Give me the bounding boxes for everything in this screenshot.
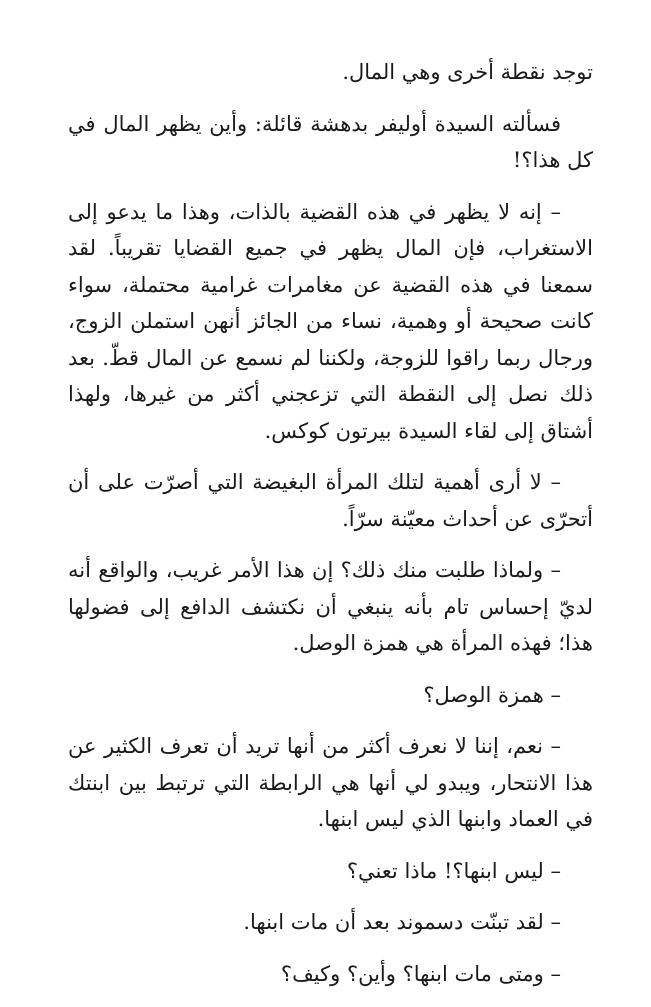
paragraph: – نعم، إننا لا نعرف أكثر من أنها تريد أن تعرف الكثير عن هذا الانتحار، ويبدو لي أنها هي الرابطة التي ترتبط بين ابنتك في العماد وابنها الذي ليس ابنها.	[68, 734, 593, 831]
paragraph: – همزة الوصل؟	[423, 682, 561, 707]
book-page	[68, 54, 593, 1007]
paragraph: توجد نقطة أخرى وهي المال.	[342, 60, 593, 84]
paragraph: – إنه لا يظهر في هذه القضية بالذات، وهذا ما يدعو إلى الاستغراب، فإن المال يظهر في جميع القضايا تقريباً. لقد سمعنا في هذه القضية عن مغامرات غرامية محتملة، سواء كانت صحيحة أو وهمية، نساء من الجائز أنهن استملن الزوج، ورجال ربما راقوا للزوجة، ولكننا لم نسمع عن المال قطّ. بعد ذلك نصل إلى النقطة التي تزعجني أكثر من غيرها، ولهذا أشتاق إلى لقاء السيدة بيرتون كوكس.	[68, 199, 593, 443]
paragraph: – لقد تبنّت دسموند بعد أن مات ابنها.	[243, 910, 561, 934]
paragraph: فسألته السيدة أوليفر بدهشة قائلة: وأين يظهر المال في كل هذا؟!	[68, 111, 593, 172]
paragraph: – لا أرى أهمية لتلك المرأة البغيضة التي أصرّت على أن أتحرّى عن أحداث معيّنة سرّاً.	[68, 470, 593, 531]
paragraph: – ليس ابنها؟! ماذا تعني؟	[346, 858, 561, 883]
paragraph: – ومتى مات ابنها؟ وأين؟ وكيف؟	[280, 961, 561, 986]
paragraph: – ولماذا طلبت منك ذلك؟ إن هذا الأمر غريب، والواقع أنه لديّ إحساس تام بأنه ينبغي أن نكتشف الدافع إلى فضولها هذا؛ فهذه المرأة هي همزة الوصل.	[68, 558, 593, 655]
